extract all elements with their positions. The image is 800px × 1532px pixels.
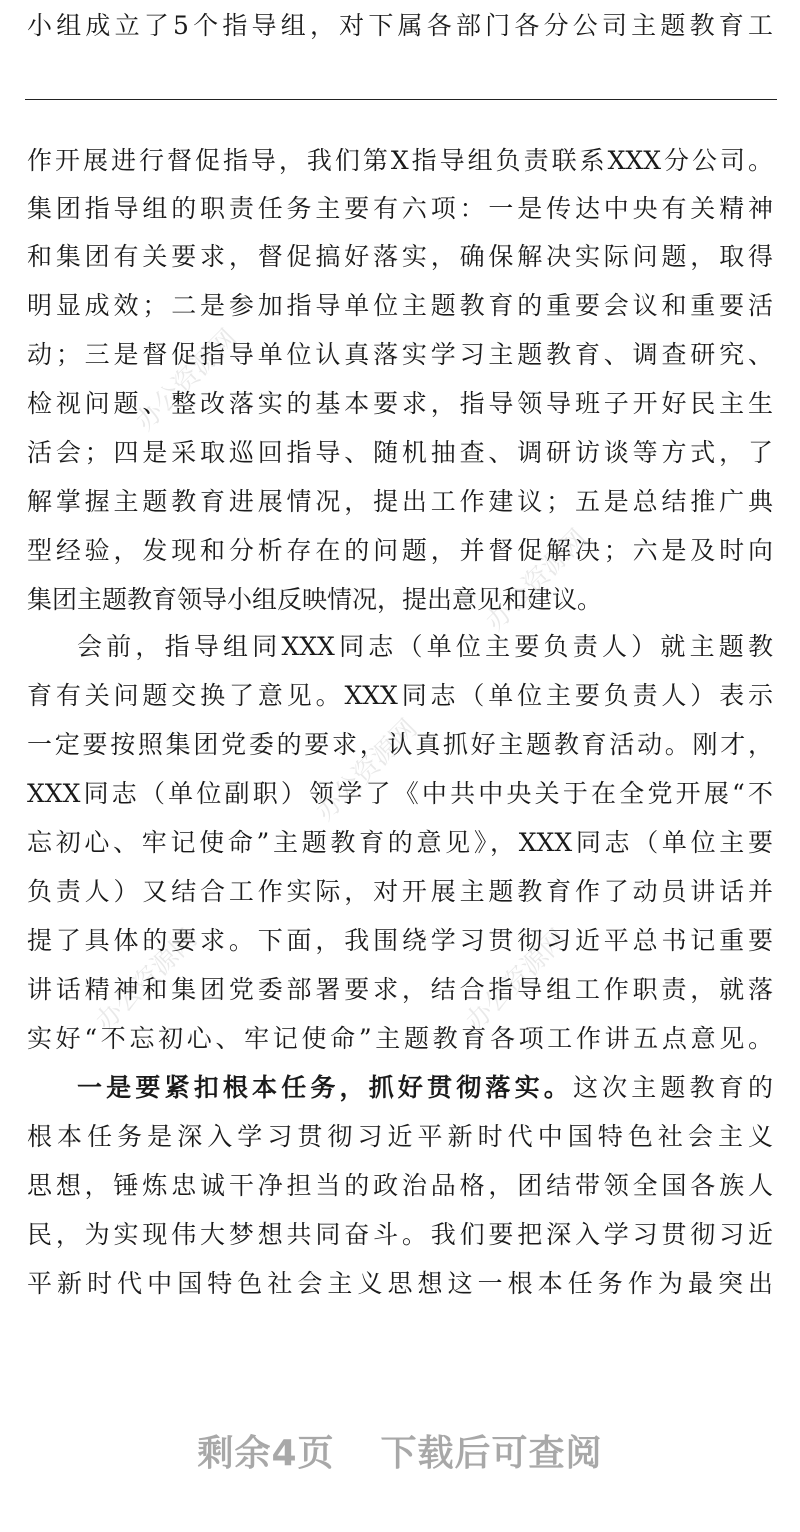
page-divider (25, 99, 777, 100)
text-line: 明显成效；二是参加指导单位主题教育的重要会议和重要活 (27, 291, 773, 320)
text-line: 作开展进行督促指导，我们第X指导组负责联系XXX分公司。 (27, 146, 773, 175)
download-hint-label: 下载后可查阅 (380, 1433, 603, 1474)
watermark: 办公资源网 (90, 923, 204, 1037)
text-line: 忘初心、牢记使命”主题教育的意见》，XXX同志（单位主要 (27, 828, 773, 857)
text-line: 型经验，发现和分析存在的问题，并督促解决；六是及时向 (27, 536, 773, 565)
header-continued-line: 小组成立了5个指导组，对下属各部门各分公司主题教育工 (27, 11, 773, 40)
watermark: 办公资源网 (130, 323, 244, 437)
remaining-pages-label: 剩余4页 (197, 1433, 335, 1474)
watermark: 办公资源网 (480, 523, 594, 637)
download-banner[interactable] (0, 1425, 800, 1476)
text-line: 检视问题、整改落实的基本要求，指导领导班子开好民主生 (27, 389, 773, 418)
text-line: 和集团有关要求，督促搞好落实，确保解决实际问题，取得 (27, 242, 773, 271)
watermark: 办公资源网 (310, 713, 424, 827)
text-line: 一定要按照集团党委的要求，认真抓好主题教育活动。刚才， (27, 730, 773, 759)
watermark: 办公资源网 (460, 923, 574, 1037)
text-line: 根本任务是深入学习贯彻习近平新时代中国特色社会主义 (27, 1122, 773, 1151)
text-line: 负责人）又结合工作实际，对开展主题教育作了动员讲话并 (27, 877, 773, 906)
text-line: 平新时代中国特色社会主义思想这一根本任务作为最突出 (27, 1269, 773, 1298)
text-line: 民，为实现伟大梦想共同奋斗。我们要把深入学习贯彻习近 (27, 1220, 773, 1249)
text-line: 提了具体的要求。下面，我围绕学习贯彻习近平总书记重要 (27, 926, 773, 955)
text-line: 集团指导组的职责任务主要有六项：一是传达中央有关精神 (27, 194, 773, 223)
text-line-indented: 会前，指导组同XXX同志（单位主要负责人）就主题教 (77, 632, 773, 661)
text-line: 思想，锤炼忠诚干净担当的政治品格，团结带领全国各族人 (27, 1171, 773, 1200)
text-line: 集团主题教育领导小组反映情况，提出意见和建议。 (27, 585, 603, 614)
text-line: 动；三是督促指导单位认真落实学习主题教育、调查研究、 (27, 340, 773, 369)
text-line: XXX同志（单位副职）领学了《中共中央关于在全党开展“不 (27, 779, 773, 808)
text-line: 育有关问题交换了意见。XXX同志（单位主要负责人）表示 (27, 681, 773, 710)
text-line: 讲话精神和集团党委部署要求，结合指导组工作职责，就落 (27, 975, 773, 1004)
text-line-indented (77, 1068, 773, 1108)
text-line: 解掌握主题教育进展情况，提出工作建议；五是总结推广典 (27, 487, 773, 516)
text-line: 活会；四是采取巡回指导、随机抽查、调研访谈等方式，了 (27, 438, 773, 467)
text-line: 实好“不忘初心、牢记使命”主题教育各项工作讲五点意见。 (27, 1024, 773, 1053)
bold-lead-sentence: 一是要紧扣根本任务，抓好贯彻落实。 (77, 1073, 573, 1102)
text-run: 这次主题教育的 (572, 1073, 773, 1102)
